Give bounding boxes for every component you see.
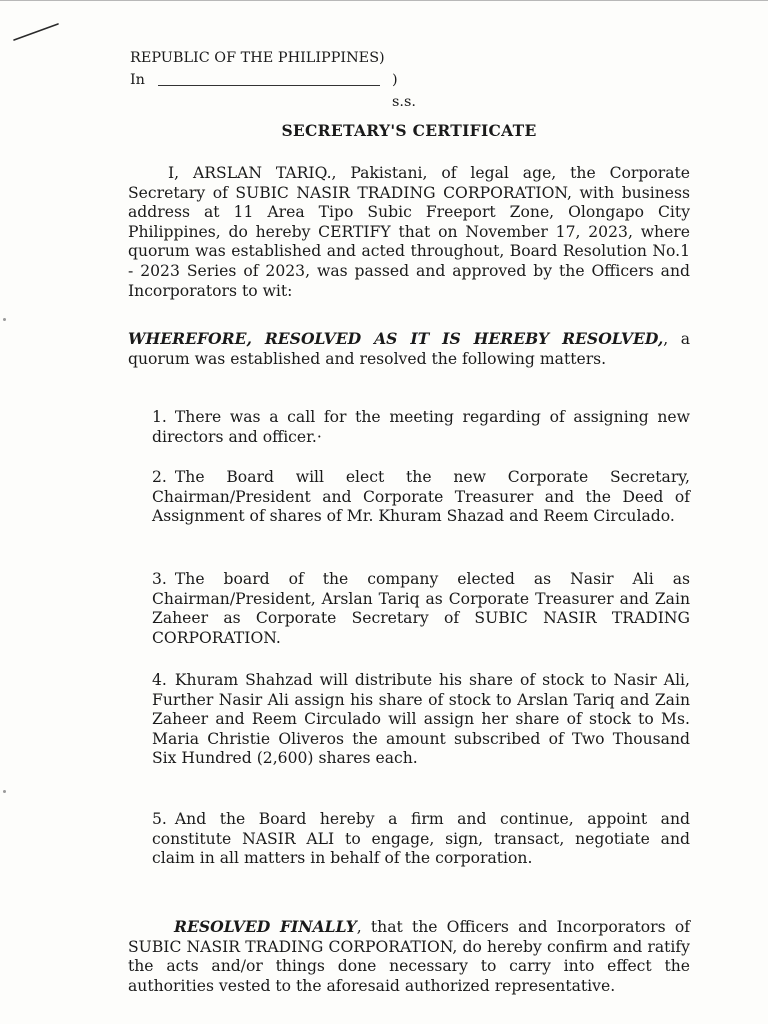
resolution-item bbox=[152, 570, 690, 648]
wherefore-lead: WHEREFORE, RESOLVED AS IT IS HEREBY RESOLVED, bbox=[128, 329, 664, 348]
item-number: 3. bbox=[152, 570, 167, 588]
intro-paragraph: I, ARSLAN TARIQ., Pakistani, of legal age, the Corporate Secretary of SUBIC NASIR TRADING CORPORATION, with business address at 11 Area Tipo Subic Freeport Zone, Olongapo City Philippines, do hereby CERTIFY that on November 17, 2023, where quorum was established and acted throughout, Board Resolution No.1 - 2023 Series of 2023, was passed and approved by the Officers and Incorporators to wit: bbox=[128, 164, 690, 300]
item-text: Khuram Shahzad will distribute his share of stock to Nasir Ali, Further Nasir Ali assign his share of stock to Arslan Tariq and Zain Zaheer and Reem Circulado will assign her share of stock to Ms. Maria Christie Oliveros the amount subscribed of Two Thousand Six Hundred (2,600) shares each. bbox=[152, 671, 690, 768]
venue-blank-line bbox=[158, 85, 380, 86]
wherefore-rest: , a quorum was established and resolved the following matters. bbox=[128, 330, 690, 368]
item-number: 1. bbox=[152, 408, 167, 426]
scan-speck bbox=[3, 318, 6, 321]
item-text: There was a call for the meeting regarding of assigning new directors and officer.· bbox=[152, 408, 690, 446]
final-resolution-paragraph bbox=[128, 917, 690, 996]
final-rest: , that the Officers and Incorporators of SUBIC NASIR TRADING CORPORATION, do hereby confirm and ratify the acts and/or things done necessary to carry into effect the authorities vested to the aforesaid authorized representative. bbox=[128, 918, 690, 995]
scan-top-edge bbox=[0, 0, 768, 1]
resolution-item bbox=[152, 468, 690, 527]
certificate-title: SECRETARY'S CERTIFICATE bbox=[281, 121, 537, 140]
item-number: 2. bbox=[152, 468, 167, 486]
resolution-item bbox=[152, 671, 690, 769]
final-lead: RESOLVED FINALLY bbox=[174, 917, 357, 936]
resolution-item bbox=[152, 408, 690, 447]
item-text: The board of the company elected as Nasir Ali as Chairman/President, Arslan Tariq as Corporate Treasurer and Zain Zaheer as Corporate Secretary of SUBIC NASIR TRADING CORPORATION. bbox=[152, 570, 690, 647]
venue-header bbox=[130, 47, 416, 110]
in-label: In bbox=[130, 72, 145, 88]
item-text: And the Board hereby a firm and continue, appoint and constitute NASIR ALI to engage, sign, transact, negotiate and claim in all matters in behalf of the corporation. bbox=[152, 810, 690, 868]
item-number: 4. bbox=[152, 671, 167, 689]
pen-stroke-mark bbox=[12, 18, 62, 44]
ss-label: ) s.s. bbox=[392, 72, 416, 110]
item-text: The Board will elect the new Corporate Secretary, Chairman/President and Corporate Treasurer and the Deed of Assignment of shares of Mr. Khuram Shazad and Reem Circulado. bbox=[152, 468, 690, 526]
scan-speck bbox=[3, 790, 6, 793]
wherefore-paragraph bbox=[128, 329, 690, 369]
resolution-item bbox=[152, 810, 690, 869]
republic-line: REPUBLIC OF THE PHILIPPINES) bbox=[130, 50, 385, 66]
item-number: 5. bbox=[152, 810, 167, 828]
